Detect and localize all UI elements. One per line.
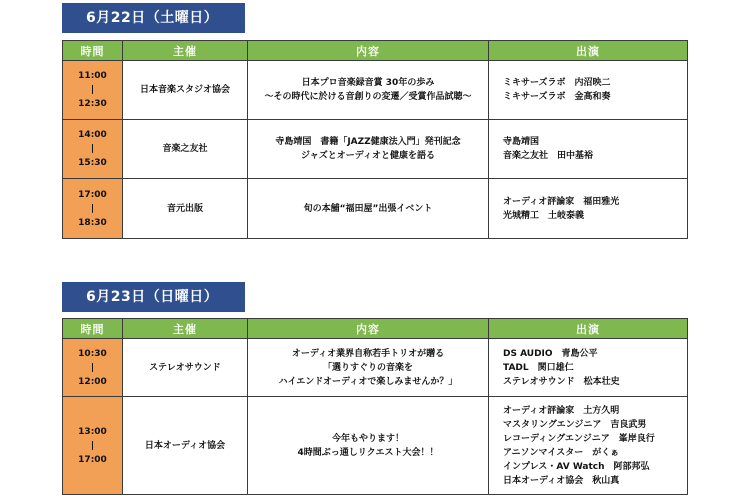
cast-cell xyxy=(489,339,688,397)
host-cell: 音元出版 xyxy=(123,179,248,239)
column-header-content: 内容 xyxy=(248,41,489,61)
time-separator: | xyxy=(90,144,95,154)
table-header-row xyxy=(63,41,688,61)
content-cell xyxy=(248,179,489,239)
cast-line: TADL 関口雄仁 xyxy=(503,362,574,373)
day-header-june-23: 6月23日（日曜日） xyxy=(62,282,245,312)
cast-line: ミキサーズラボ 内沼映二 xyxy=(503,78,611,88)
content-line: 今年もやります！ xyxy=(331,433,404,444)
cast-line: マスタリングエンジニア 吉良武男 xyxy=(503,419,647,430)
content-cell xyxy=(248,61,489,120)
table-header-row xyxy=(63,319,688,339)
cast-line: 音楽之友社 田中基裕 xyxy=(503,151,594,161)
column-header-time: 時間 xyxy=(63,319,123,339)
cast-line: 寺島靖国 xyxy=(503,137,540,147)
time-separator: | xyxy=(90,203,95,214)
time-separator: | xyxy=(90,85,95,95)
column-header-host: 主催 xyxy=(123,319,248,339)
end-time: 17:00 xyxy=(78,454,107,465)
time-separator: | xyxy=(90,440,95,451)
content-cell xyxy=(248,339,489,397)
cast-line: 日本オーディオ協会 秋山真 xyxy=(503,475,620,486)
cast-cell xyxy=(489,179,688,239)
column-header-time: 時間 xyxy=(63,41,123,61)
day-header-june-22: 6月22日（土曜日） xyxy=(62,3,245,33)
time-cell xyxy=(63,179,123,239)
table-row xyxy=(63,339,688,397)
cast-line: レコーディングエンジニア 峯岸良行 xyxy=(503,433,655,444)
cast-cell xyxy=(489,397,688,495)
table-row xyxy=(63,120,688,179)
cast-line: オーディオ評論家 福田雅光 xyxy=(503,196,620,207)
host-cell: 日本音楽スタジオ協会 xyxy=(123,61,248,120)
content-line: 寺島靖国 書籍「JAZZ健康法入門」発刊記念 xyxy=(275,137,461,147)
start-time: 17:00 xyxy=(78,189,107,200)
content-line: 旬の本舗“福田屋”出張イベント xyxy=(303,203,433,214)
column-header-cast: 出演 xyxy=(489,41,688,61)
host-cell: 音楽之友社 xyxy=(123,120,248,179)
time-separator: | xyxy=(90,362,95,373)
schedule-table-june-22 xyxy=(62,40,688,239)
start-time: 11:00 xyxy=(78,71,107,81)
cast-line: ステレオサウンド 松本壮史 xyxy=(503,376,620,387)
cast-line: ミキサーズラボ 金高和奏 xyxy=(503,92,611,102)
table-row xyxy=(63,397,688,495)
cast-cell xyxy=(489,120,688,179)
content-line: オーディオ業界自称若手トリオが贈る xyxy=(291,348,445,359)
schedule-table-june-23 xyxy=(62,318,688,495)
host-cell: ステレオサウンド xyxy=(123,339,248,397)
cast-line: インプレス・AV Watch 阿部邦弘 xyxy=(503,461,650,472)
content-cell xyxy=(248,397,489,495)
time-cell xyxy=(63,120,123,179)
time-cell xyxy=(63,61,123,120)
column-header-host: 主催 xyxy=(123,41,248,61)
column-header-cast: 出演 xyxy=(489,319,688,339)
content-line: 「選りすぐりの音楽を xyxy=(322,362,413,373)
column-header-content: 内容 xyxy=(248,319,489,339)
cast-line: オーディオ評論家 土方久明 xyxy=(503,405,620,416)
content-line: ハイエンドオーディオで楽しみませんか？」 xyxy=(278,376,458,387)
content-line: ジャズとオーディオと健康を語る xyxy=(300,151,436,161)
table-row xyxy=(63,179,688,239)
content-line: 日本プロ音楽録音賞 30年の歩み xyxy=(301,78,435,88)
start-time: 10:30 xyxy=(78,348,107,359)
content-cell xyxy=(248,120,489,179)
cast-line: アニソンマイスター がくぁ xyxy=(503,447,620,458)
cast-line: 光城精工 土岐泰義 xyxy=(503,210,585,221)
cast-line: DS AUDIO 青島公平 xyxy=(503,348,598,359)
start-time: 13:00 xyxy=(78,426,107,437)
end-time: 12:00 xyxy=(78,376,107,387)
content-line: 4時間ぶっ通しリクエスト大会！！ xyxy=(297,447,439,458)
end-time: 15:30 xyxy=(78,158,107,168)
end-time: 18:30 xyxy=(78,217,107,228)
table-row xyxy=(63,61,688,120)
content-line: ～その時代に於ける音創りの変遷／受賞作品試聴～ xyxy=(264,92,472,102)
cast-cell xyxy=(489,61,688,120)
start-time: 14:00 xyxy=(78,130,107,140)
time-cell xyxy=(63,339,123,397)
host-cell: 日本オーディオ協会 xyxy=(123,397,248,495)
time-cell xyxy=(63,397,123,495)
end-time: 12:30 xyxy=(78,99,107,109)
